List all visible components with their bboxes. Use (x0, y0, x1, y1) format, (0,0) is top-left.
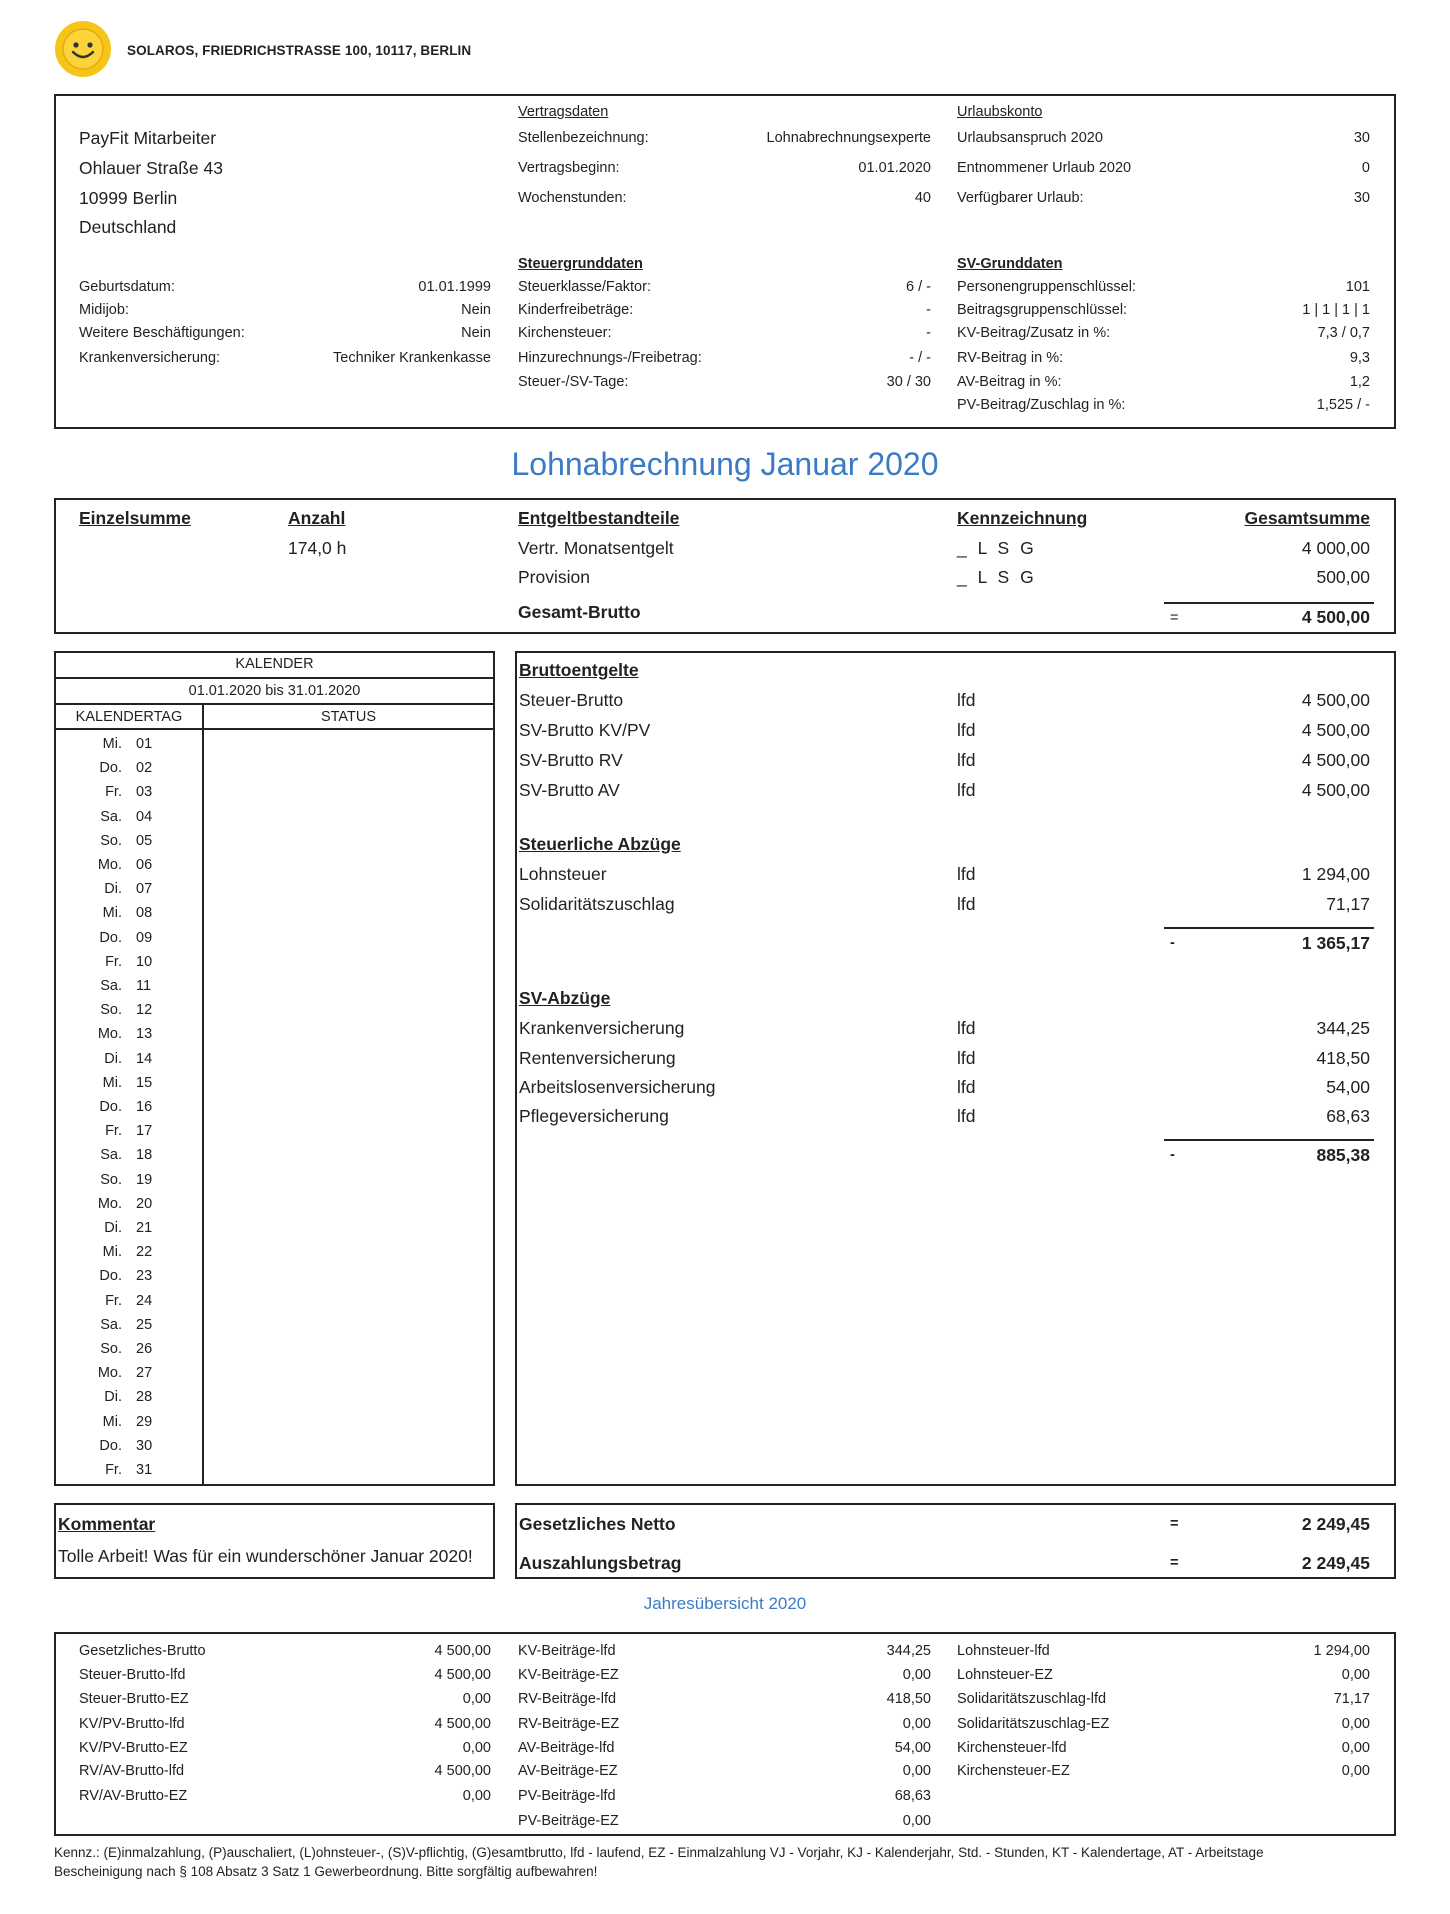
calendar-daynum: 01 (136, 736, 153, 752)
calendar-daynum: 18 (136, 1147, 153, 1163)
calendar-weekday: Mo. (97, 857, 122, 873)
calendar-weekday: Sa. (100, 978, 122, 994)
gesamt-brutto-value: 4 500,00 (1301, 607, 1370, 627)
brutto-value: 4 500,00 (1301, 780, 1370, 800)
svgrunddaten-label: RV-Beitrag in %: (957, 350, 1064, 366)
header-einzelsumme: Einzelsumme (79, 508, 191, 528)
calendar-daynum: 25 (136, 1317, 153, 1333)
jahres-value: 0,00 (1341, 1763, 1370, 1779)
page-title: Lohnabrechnung Januar 2020 (511, 446, 939, 482)
calendar-daynum: 14 (136, 1051, 153, 1067)
gesamt-brutto-label: Gesamt-Brutto (518, 602, 641, 622)
total-rule (1164, 602, 1374, 604)
svgrunddaten-value: 7,3 / 0,7 (1317, 325, 1370, 341)
steuergrunddaten-value: 30 / 30 (886, 374, 931, 390)
jahres-label: Lohnsteuer-lfd (957, 1643, 1050, 1659)
calendar-daynum: 07 (136, 881, 153, 897)
steuergrunddaten-heading: Steuergrunddaten (518, 256, 643, 272)
jahres-value: 0,00 (902, 1716, 931, 1732)
header-entgeltbestandteile: Entgeltbestandteile (518, 508, 680, 528)
brutto-value: 4 500,00 (1301, 750, 1370, 770)
steuer-value: 71,17 (1326, 894, 1370, 914)
steuer-label: Lohnsteuer (519, 864, 607, 884)
calendar-daynum: 06 (136, 857, 153, 873)
employee-detail-value: 01.01.1999 (418, 279, 491, 295)
calendar-daynum: 30 (136, 1438, 153, 1454)
jahres-value: 344,25 (886, 1643, 931, 1659)
svgrunddaten-label: Personengruppenschlüssel: (957, 279, 1136, 295)
sv-label: Arbeitslosenversicherung (519, 1077, 716, 1097)
steuergrunddaten-label: Steuerklasse/Faktor: (518, 279, 651, 295)
employee-detail-value: Nein (461, 302, 491, 318)
steuergrunddaten-label: Kirchensteuer: (518, 325, 612, 341)
header-anzahl: Anzahl (288, 508, 346, 528)
brutto-kennzeichnung: lfd (957, 690, 976, 710)
calendar-rule (54, 677, 495, 679)
sv-label: Rentenversicherung (519, 1048, 676, 1068)
steuergrunddaten-value: 6 / - (906, 279, 931, 295)
urlaubskonto-value: 0 (1361, 160, 1370, 176)
jahres-label: AV-Beiträge-lfd (518, 1740, 615, 1756)
employee-detail-label: Midijob: (79, 302, 129, 318)
calendar-daynum: 05 (136, 833, 153, 849)
calendar-daynum: 15 (136, 1075, 153, 1091)
calendar-weekday: Di. (104, 1220, 122, 1236)
brutto-value: 4 500,00 (1301, 690, 1370, 710)
calendar-weekday: Mi. (102, 905, 122, 921)
jahres-label: Steuer-Brutto-lfd (79, 1667, 186, 1683)
netto-op: = (1170, 1516, 1179, 1532)
jahres-value: 54,00 (894, 1740, 931, 1756)
steuergrunddaten-label: Steuer-/SV-Tage: (518, 374, 629, 390)
calendar-weekday: Sa. (100, 809, 122, 825)
entgelt-sum: 500,00 (1316, 567, 1370, 587)
svgrunddaten-label: Beitragsgruppenschlüssel: (957, 302, 1128, 318)
netto-label: Gesetzliches Netto (519, 1514, 676, 1534)
steuergrunddaten-label: Hinzurechnungs-/Freibetrag: (518, 350, 702, 366)
calendar-weekday: Fr. (105, 1462, 122, 1478)
jahres-value: 0,00 (902, 1667, 931, 1683)
calendar-weekday: So. (100, 1341, 122, 1357)
brutto-label: SV-Brutto RV (519, 750, 623, 770)
jahres-value: 418,50 (886, 1691, 931, 1707)
jahres-value: 1 294,00 (1313, 1643, 1370, 1659)
steuergrunddaten-value: - (926, 325, 931, 341)
netto-value: 2 249,45 (1301, 1514, 1370, 1534)
urlaubskonto-label: Entnommener Urlaub 2020 (957, 160, 1132, 176)
jahres-label: RV/AV-Brutto-lfd (79, 1763, 185, 1779)
svgrunddaten-value: 9,3 (1349, 350, 1370, 366)
jahres-value: 0,00 (462, 1788, 491, 1804)
sv-value: 54,00 (1326, 1077, 1370, 1097)
jahres-label: RV-Beiträge-lfd (518, 1691, 617, 1707)
calendar-daynum: 20 (136, 1196, 153, 1212)
sv-total-rule (1164, 1139, 1374, 1141)
jahres-label: RV-Beiträge-EZ (518, 1716, 620, 1732)
jahres-label: Kirchensteuer-lfd (957, 1740, 1067, 1756)
calendar-daynum: 16 (136, 1099, 153, 1115)
jahres-label: Gesetzliches-Brutto (79, 1643, 206, 1659)
calendar-weekday: Di. (104, 881, 122, 897)
calendar-daynum: 09 (136, 930, 153, 946)
calendar-divider (202, 703, 204, 1484)
calendar-weekday: Mo. (97, 1196, 122, 1212)
entgelt-kennzeichnung: _ L S G (957, 538, 1037, 558)
calendar-weekday: Mi. (102, 1075, 122, 1091)
jahres-value: 0,00 (1341, 1716, 1370, 1732)
calendar-weekday: So. (100, 1172, 122, 1188)
brutto-kennzeichnung: lfd (957, 720, 976, 740)
jahres-value: 68,63 (894, 1788, 931, 1804)
jahres-value: 0,00 (1341, 1667, 1370, 1683)
svgrunddaten-label: PV-Beitrag/Zuschlag in %: (957, 397, 1126, 413)
sv-label: Krankenversicherung (519, 1018, 685, 1038)
calendar-col-day: KALENDERTAG (75, 709, 183, 725)
calendar-weekday: Di. (104, 1389, 122, 1405)
header-gesamtsumme: Gesamtsumme (1244, 508, 1370, 528)
calendar-box (54, 651, 495, 1486)
company-address: SOLAROS, FRIEDRICHSTRASSE 100, 10117, BERLIN (127, 43, 472, 58)
calendar-daynum: 08 (136, 905, 153, 921)
calendar-weekday: Fr. (105, 784, 122, 800)
employee-detail-label: Weitere Beschäftigungen: (79, 325, 245, 341)
brutto-heading: Bruttoentgelte (519, 660, 639, 680)
jahres-label: Solidaritätszuschlag-EZ (957, 1716, 1110, 1732)
sv-label: Pflegeversicherung (519, 1106, 669, 1126)
jahresuebersicht-title: Jahresübersicht 2020 (643, 1594, 807, 1613)
jahres-label: Kirchensteuer-EZ (957, 1763, 1070, 1779)
jahres-label: Solidaritätszuschlag-lfd (957, 1691, 1107, 1707)
vertragsdaten-label: Wochenstunden: (518, 190, 627, 206)
urlaubskonto-label: Verfügbarer Urlaub: (957, 190, 1084, 206)
calendar-daynum: 19 (136, 1172, 153, 1188)
jahres-value: 4 500,00 (434, 1643, 491, 1659)
svgrunddaten-value: 1 | 1 | 1 | 1 (1302, 302, 1370, 318)
steuergrunddaten-label: Kinderfreibeträge: (518, 302, 634, 318)
vertragsdaten-label: Stellenbezeichnung: (518, 130, 649, 146)
gesamt-brutto-op: = (1170, 610, 1179, 626)
brutto-kennzeichnung: lfd (957, 750, 976, 770)
employee-city: 10999 Berlin (79, 188, 178, 208)
steuer-kennzeichnung: lfd (957, 894, 976, 914)
calendar-daynum: 28 (136, 1389, 153, 1405)
calendar-weekday: So. (100, 833, 122, 849)
jahres-label: KV-Beiträge-EZ (518, 1667, 619, 1683)
calendar-daynum: 24 (136, 1293, 153, 1309)
jahresuebersicht-box (54, 1632, 1396, 1836)
calendar-daynum: 26 (136, 1341, 153, 1357)
entgelt-anzahl: 174,0 h (288, 538, 347, 558)
calendar-daynum: 12 (136, 1002, 153, 1018)
calendar-daynum: 29 (136, 1414, 153, 1430)
calendar-daynum: 02 (136, 760, 153, 776)
jahres-label: Lohnsteuer-EZ (957, 1667, 1053, 1683)
jahres-label: KV/PV-Brutto-lfd (79, 1716, 185, 1732)
calendar-weekday: Mi. (102, 1414, 122, 1430)
employee-detail-value: Techniker Krankenkasse (333, 350, 491, 366)
calendar-daynum: 13 (136, 1026, 153, 1042)
steuer-total: 1 365,17 (1301, 933, 1370, 953)
svgrunddaten-label: AV-Beitrag in %: (957, 374, 1062, 390)
jahres-value: 0,00 (902, 1763, 931, 1779)
calendar-weekday: Fr. (105, 1123, 122, 1139)
netto-label: Auszahlungsbetrag (519, 1553, 682, 1573)
calendar-daynum: 31 (136, 1462, 153, 1478)
jahres-label: Steuer-Brutto-EZ (79, 1691, 189, 1707)
jahres-value: 0,00 (1341, 1740, 1370, 1756)
jahres-label: RV/AV-Brutto-EZ (79, 1788, 188, 1804)
calendar-weekday: Do. (99, 1268, 122, 1284)
jahres-label: KV-Beiträge-lfd (518, 1643, 616, 1659)
calendar-daynum: 27 (136, 1365, 153, 1381)
brutto-kennzeichnung: lfd (957, 780, 976, 800)
employee-detail-label: Geburtsdatum: (79, 279, 175, 295)
calendar-daynum: 22 (136, 1244, 153, 1260)
urlaubskonto-value: 30 (1353, 190, 1370, 206)
employee-name: PayFit Mitarbeiter (79, 128, 217, 148)
jahres-value: 4 500,00 (434, 1763, 491, 1779)
footer-legend: Kennz.: (E)inmalzahlung, (P)auschaliert, (L)ohnsteuer-, (S)V-pflichtig, (G)esamtbrutto, lfd - laufend, EZ - Einmalzahlung VJ - Vorjahr, KJ - Kalenderjahr, Std. - Stunden, KT - Kalendertage, AT - Arbeitstage (54, 1845, 1264, 1860)
svgrunddaten-value: 1,2 (1349, 374, 1370, 390)
calendar-col-status: STATUS (320, 709, 377, 725)
comment-heading: Kommentar (58, 1514, 156, 1534)
vertragsdaten-heading: Vertragsdaten (518, 104, 609, 120)
calendar-weekday: Do. (99, 760, 122, 776)
employee-country: Deutschland (79, 217, 177, 237)
steuer-value: 1 294,00 (1301, 864, 1370, 884)
sv-kennzeichnung: lfd (957, 1106, 976, 1126)
netto-value: 2 249,45 (1301, 1553, 1370, 1573)
calendar-weekday: Di. (104, 1051, 122, 1067)
brutto-value: 4 500,00 (1301, 720, 1370, 740)
calendar-daynum: 23 (136, 1268, 153, 1284)
calendar-weekday: Mo. (97, 1365, 122, 1381)
entgelt-label: Vertr. Monatsentgelt (518, 538, 674, 558)
jahres-value: 71,17 (1333, 1691, 1370, 1707)
jahres-value: 0,00 (462, 1740, 491, 1756)
sv-kennzeichnung: lfd (957, 1048, 976, 1068)
sv-total: 885,38 (1316, 1145, 1370, 1165)
calendar-rule (54, 728, 495, 730)
entgelt-sum: 4 000,00 (1301, 538, 1370, 558)
steuer-total-op: - (1170, 935, 1175, 951)
entgelt-kennzeichnung: _ L S G (957, 567, 1037, 587)
jahres-value: 4 500,00 (434, 1667, 491, 1683)
steuer-heading: Steuerliche Abzüge (519, 834, 681, 854)
company-logo (54, 20, 112, 78)
sv-value: 68,63 (1326, 1106, 1370, 1126)
svgrunddaten-label: KV-Beitrag/Zusatz in %: (957, 325, 1111, 341)
calendar-title: KALENDER (235, 656, 314, 672)
sv-value: 344,25 (1316, 1018, 1370, 1038)
sv-heading: SV-Abzüge (519, 988, 611, 1008)
employee-detail-label: Krankenversicherung: (79, 350, 221, 366)
jahres-value: 4 500,00 (434, 1716, 491, 1732)
calendar-daynum: 17 (136, 1123, 153, 1139)
calendar-daynum: 21 (136, 1220, 153, 1236)
calendar-daynum: 11 (136, 978, 152, 994)
calendar-weekday: Sa. (100, 1147, 122, 1163)
brutto-label: SV-Brutto AV (519, 780, 620, 800)
svgrunddaten-value: 101 (1345, 279, 1370, 295)
steuergrunddaten-value: - / - (909, 350, 931, 366)
employee-detail-value: Nein (461, 325, 491, 341)
footer-note: Bescheinigung nach § 108 Absatz 3 Satz 1 Gewerbeordnung. Bitte sorgfältig aufbewahren! (54, 1864, 598, 1879)
calendar-weekday: Mo. (97, 1026, 122, 1042)
calendar-daynum: 03 (136, 784, 153, 800)
jahres-label: AV-Beiträge-EZ (518, 1763, 618, 1779)
urlaubskonto-label: Urlaubsanspruch 2020 (957, 130, 1103, 146)
calendar-rule (54, 703, 495, 705)
brutto-label: SV-Brutto KV/PV (519, 720, 651, 740)
jahres-value: 0,00 (462, 1691, 491, 1707)
steuer-label: Solidaritätszuschlag (519, 894, 675, 914)
calendar-weekday: Do. (99, 930, 122, 946)
calendar-daynum: 10 (136, 954, 153, 970)
employee-street: Ohlauer Straße 43 (79, 158, 223, 178)
urlaubskonto-value: 30 (1353, 130, 1370, 146)
header-kennzeichnung: Kennzeichnung (957, 508, 1088, 528)
netto-op: = (1170, 1555, 1179, 1571)
comment-text: Tolle Arbeit! Was für ein wunderschöner Januar 2020! (58, 1546, 473, 1566)
vertragsdaten-value: 40 (914, 190, 931, 206)
sv-total-op: - (1170, 1147, 1175, 1163)
vertragsdaten-value: 01.01.2020 (858, 160, 931, 176)
brutto-label: Steuer-Brutto (519, 690, 624, 710)
sv-value: 418,50 (1316, 1048, 1370, 1068)
sv-kennzeichnung: lfd (957, 1077, 976, 1097)
steuergrunddaten-value: - (926, 302, 931, 318)
vertragsdaten-label: Vertragsbeginn: (518, 160, 620, 176)
sv-kennzeichnung: lfd (957, 1018, 976, 1038)
jahres-label: PV-Beiträge-EZ (518, 1813, 619, 1829)
calendar-weekday: So. (100, 1002, 122, 1018)
steuer-total-rule (1164, 927, 1374, 929)
calendar-range: 01.01.2020 bis 31.01.2020 (188, 683, 361, 699)
vertragsdaten-value: Lohnabrechnungsexperte (766, 130, 931, 146)
jahres-label: PV-Beiträge-lfd (518, 1788, 616, 1804)
calendar-daynum: 04 (136, 809, 153, 825)
calendar-weekday: Mi. (102, 736, 122, 752)
svgrunddaten-value: 1,525 / - (1316, 397, 1370, 413)
entgelt-label: Provision (518, 567, 590, 587)
calendar-weekday: Sa. (100, 1317, 122, 1333)
calendar-weekday: Mi. (102, 1244, 122, 1260)
svgrunddaten-heading: SV-Grunddaten (957, 256, 1063, 272)
calendar-weekday: Do. (99, 1099, 122, 1115)
calendar-weekday: Do. (99, 1438, 122, 1454)
urlaubskonto-heading: Urlaubskonto (957, 104, 1043, 120)
calendar-weekday: Fr. (105, 1293, 122, 1309)
calendar-weekday: Fr. (105, 954, 122, 970)
jahres-label: KV/PV-Brutto-EZ (79, 1740, 188, 1756)
steuer-kennzeichnung: lfd (957, 864, 976, 884)
jahres-value: 0,00 (902, 1813, 931, 1829)
